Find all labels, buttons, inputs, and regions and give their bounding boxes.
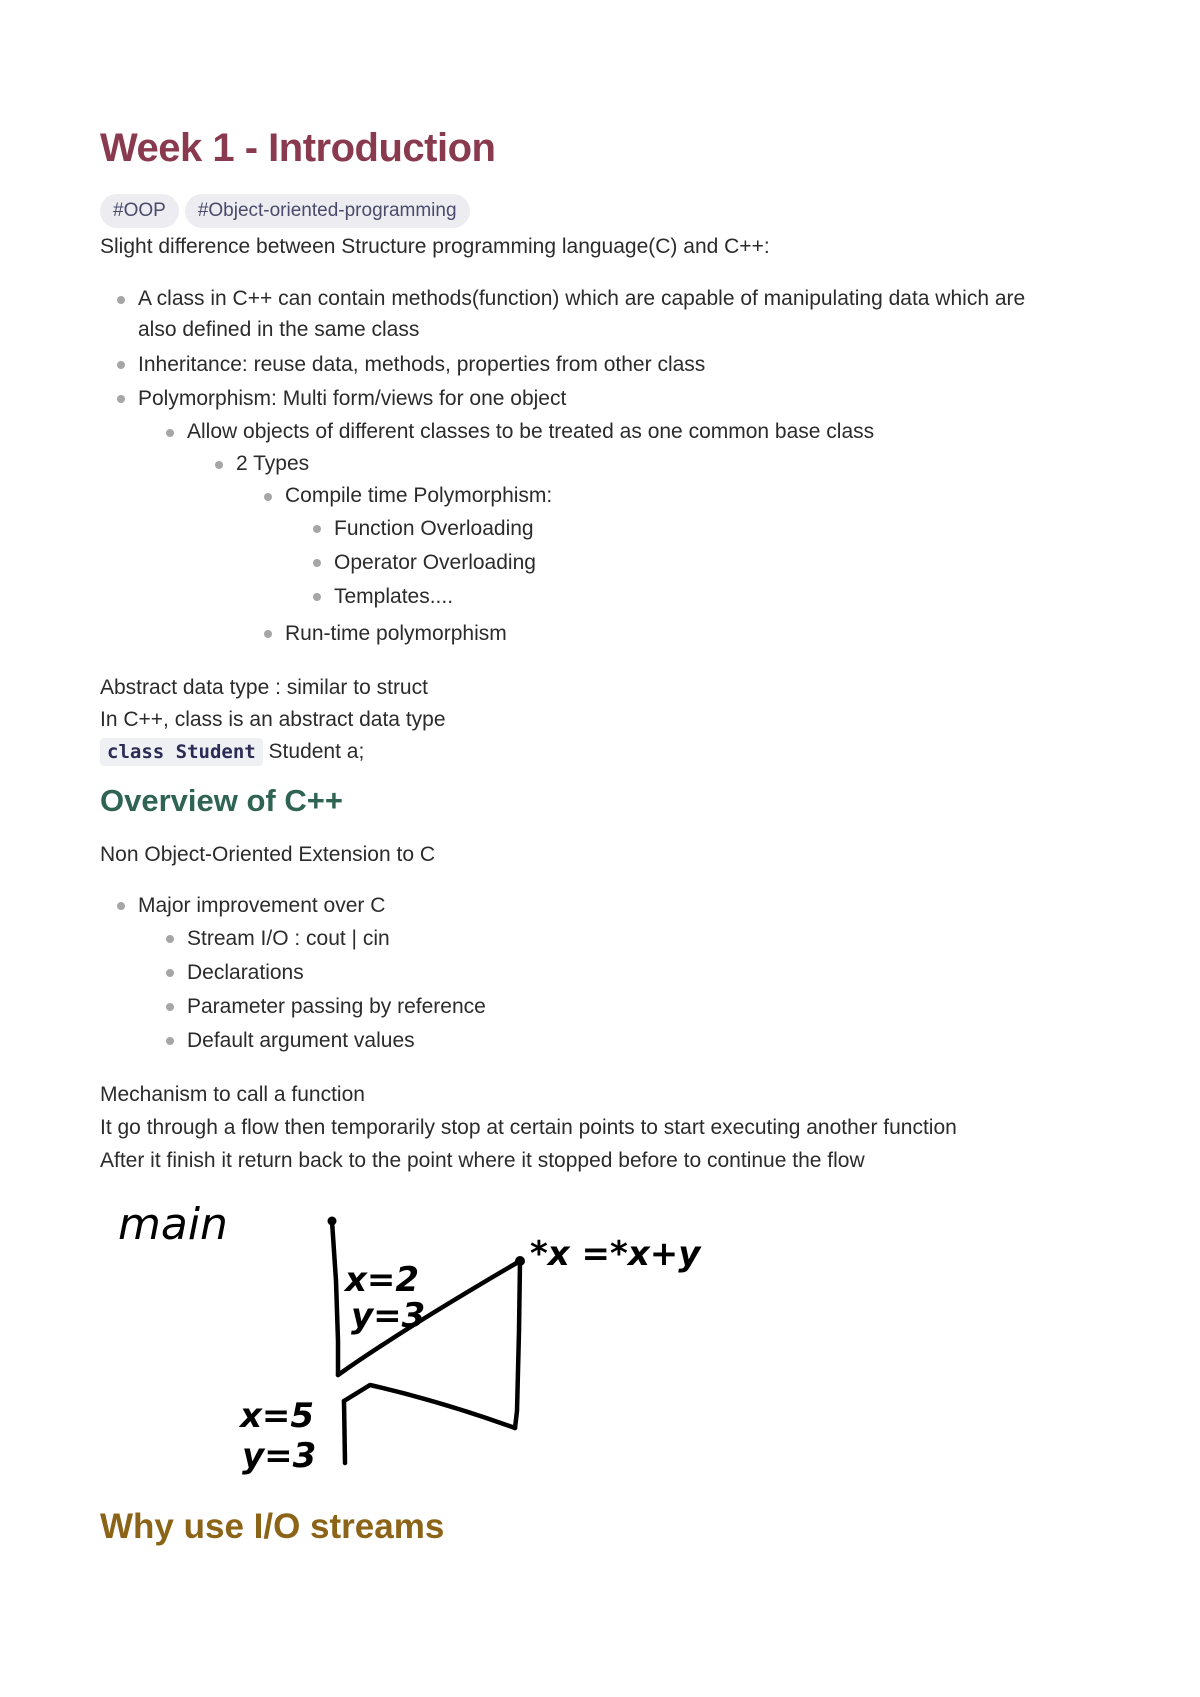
return-arrow-line (344, 1385, 515, 1428)
tag-oop[interactable]: #OOP (100, 194, 179, 228)
compile-time-label: Compile time Polymorphism: (285, 484, 553, 507)
adt-line-1: Abstract data type : similar to struct (100, 676, 428, 699)
sketch-label-x2: x=2 (345, 1260, 420, 1300)
mechanism-line-3: After it finish it return back to the point where it stopped before to continue the flow (100, 1149, 865, 1172)
class-line-1: A class in C++ can contain methods(function) which are capable of manipulating data which are (138, 287, 1026, 310)
sketch-label-y3a: y=3 (351, 1296, 426, 1336)
list-item-templates: Templates.... (334, 580, 1120, 614)
major-sublist (138, 922, 1120, 1058)
callee-start-marker (515, 1256, 525, 1266)
call-point-marker (328, 1217, 337, 1226)
mechanism-line-1: Mechanism to call a function (100, 1083, 365, 1106)
list-item-default-arguments: Default argument values (187, 1024, 1120, 1058)
overview-list (100, 889, 1120, 1058)
list-item-operator-overloading: Operator Overloading (334, 546, 1120, 580)
adt-line-2: In C++, class is an abstract data type (100, 708, 446, 731)
adt-code-line (100, 736, 1120, 768)
sketch-label-y3b: y=3 (242, 1436, 317, 1476)
list-item-class (138, 283, 1120, 345)
sketch-label-main: main (118, 1199, 228, 1250)
polymorphism-label: Polymorphism: Multi form/views for one object (138, 387, 567, 410)
major-label: Major improvement over C (138, 894, 386, 917)
allow-sublist (187, 448, 1120, 651)
list-item-stream-io: Stream I/O : cout | cin (187, 922, 1120, 956)
compile-time-sublist (285, 512, 1120, 614)
intro-text: Slight difference between Structure programming language(C) and C++: (100, 235, 770, 258)
list-item-major (138, 889, 1120, 1058)
two-types-label: 2 Types (236, 452, 310, 475)
types-sublist (236, 480, 1120, 651)
page-title: Week 1 - Introduction (100, 126, 496, 170)
list-item-compile-time (285, 480, 1120, 614)
difference-list (100, 283, 1120, 651)
streams-heading: Why use I/O streams (100, 1507, 445, 1546)
adt-code-after: Student a; (262, 740, 365, 763)
tag-object-oriented-programming[interactable]: #Object-oriented-programming (185, 194, 470, 228)
list-item-function-overloading: Function Overloading (334, 512, 1120, 546)
list-item-polymorphism (138, 382, 1120, 651)
mechanism-line-2: It go through a flow then temporarily stop at certain points to start executing another function (100, 1116, 957, 1139)
inline-code: class Student (100, 738, 263, 766)
overview-subtitle: Non Object-Oriented Extension to C (100, 843, 435, 866)
document-content (100, 118, 1120, 1553)
list-item-two-types (236, 448, 1120, 651)
list-item-inheritance: Inheritance: reuse data, methods, properties from other class (138, 348, 1120, 382)
function-call-sketch (100, 1191, 820, 1491)
list-item-declarations: Declarations (187, 956, 1120, 990)
sketch-label-formula: *x =*x+y (530, 1234, 701, 1274)
continue-line (344, 1401, 345, 1463)
tag-list (100, 194, 1120, 230)
caller-stack-line (332, 1221, 338, 1375)
sketch-label-x5: x=5 (240, 1396, 315, 1436)
allow-label: Allow objects of different classes to be treated as one common base class (187, 420, 875, 443)
list-item-run-time: Run-time polymorphism (285, 617, 1120, 651)
list-item-allow (187, 416, 1120, 651)
callee-frame-line (515, 1261, 520, 1428)
overview-heading: Overview of C++ (100, 783, 343, 818)
class-line-2: also defined in the same class (138, 318, 420, 341)
polymorphism-sublist (138, 416, 1120, 651)
list-item-parameter-passing: Parameter passing by reference (187, 990, 1120, 1024)
